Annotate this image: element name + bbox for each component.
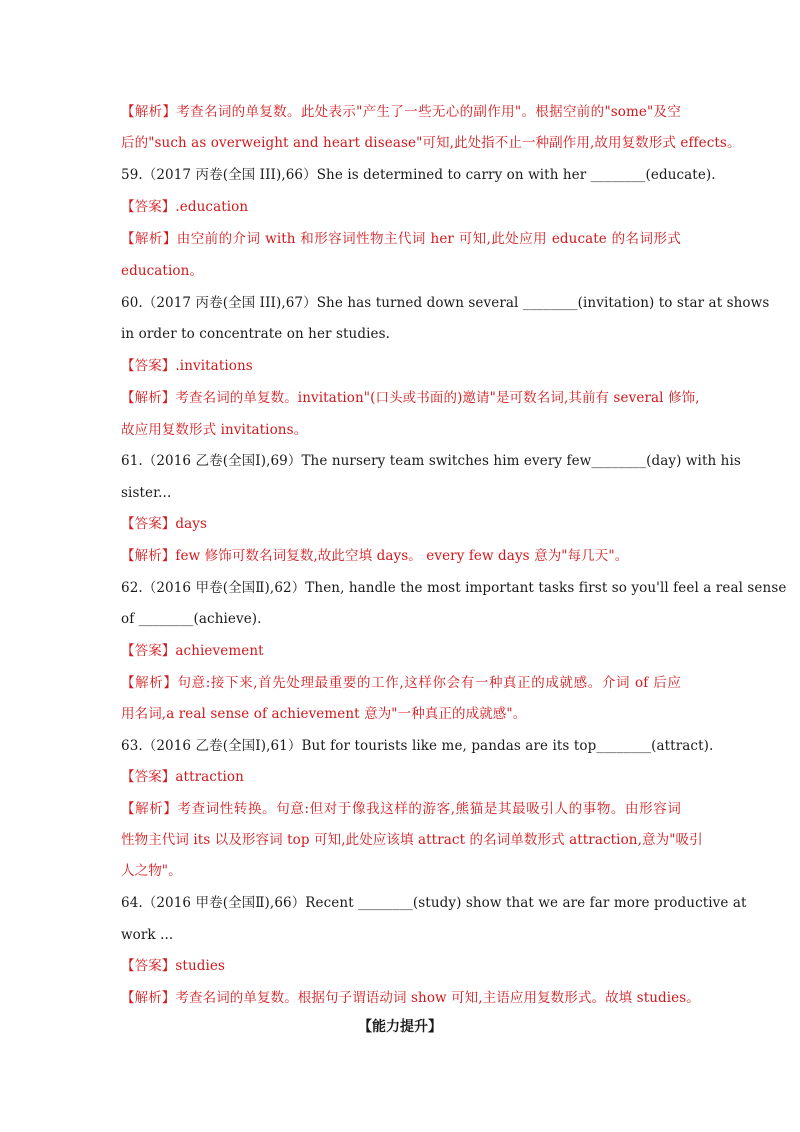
- question-60-line-1: 60.（2017 丙卷(全国 III),67）She has turned down several ________(invitation) to star at shows: [121, 295, 770, 311]
- analysis-62-line-1: 【解析】句意:接下来,首先处理最重要的工作,这样你会有一种真正的成就感。介词 of 后应: [121, 675, 681, 691]
- answer-63: 【答案】attraction: [121, 769, 244, 785]
- question-60-line-2: in order to concentrate on her studies.: [121, 326, 391, 342]
- question-59: 59.（2017 丙卷(全国 III),66）She is determined to carry on with her ________(educate).: [121, 167, 716, 183]
- question-62-line-1: 62.（2016 甲卷(全国Ⅱ),62）Then, handle the most important tasks first so you'll feel a real sense: [121, 580, 787, 596]
- answer-61: 【答案】days: [121, 516, 208, 532]
- analysis-58-line-1: 【解析】考查名词的单复数。此处表示"产生了一些无心的副作用"。根据空前的"some"及空: [121, 104, 681, 120]
- question-63: 63.（2016 乙卷(全国Ⅰ),61）But for tourists like me, pandas are its top________(attract).: [121, 738, 714, 754]
- analysis-62-line-2: 用名词,a real sense of achievement 意为"一种真正的成就感"。: [121, 706, 527, 722]
- question-62-line-2: of ________(achieve).: [121, 611, 262, 627]
- analysis-63-line-3: 人之物"。: [121, 863, 182, 879]
- answer-60: 【答案】.invitations: [121, 358, 253, 374]
- analysis-64: 【解析】考查名词的单复数。根据句子谓语动词 show 可知,主语应用复数形式。故填 studies。: [121, 990, 700, 1006]
- question-61-line-1: 61.（2016 乙卷(全国Ⅰ),69）The nursery team switches him every few________(day) with his: [121, 453, 741, 469]
- analysis-60-line-1: 【解析】考查名词的单复数。invitation"(口头或书面的)邀请"是可数名词,其前有 several 修饰,: [121, 390, 700, 406]
- analysis-58-line-2: 后的"such as overweight and heart disease"可知,此处指不止一种副作用,故用复数形式 effects。: [121, 135, 741, 151]
- analysis-63-line-1: 【解析】考查词性转换。句意:但对于像我这样的游客,熊猫是其最吸引人的事物。由形容词: [121, 801, 681, 817]
- section-heading-ability-improvement: 【能力提升】: [358, 1019, 442, 1035]
- answer-64: 【答案】studies: [121, 958, 226, 974]
- analysis-59-line-2: education。: [121, 263, 203, 279]
- analysis-59-line-1: 【解析】由空前的介词 with 和形容词性物主代词 her 可知,此处应用 educate 的名词形式: [121, 231, 681, 247]
- question-64-line-2: work ...: [121, 927, 174, 943]
- question-64-line-1: 64.（2016 甲卷(全国Ⅱ),66）Recent ________(study) show that we are far more productive at: [121, 895, 747, 911]
- analysis-63-line-2: 性物主代词 its 以及形容词 top 可知,此处应该填 attract 的名词单数形式 attraction,意为"吸引: [121, 832, 703, 848]
- analysis-60-line-2: 故应用复数形式 invitations。: [121, 422, 308, 438]
- analysis-61: 【解析】few 修饰可数名词复数,故此空填 days。 every few days 意为"每几天"。: [121, 548, 629, 564]
- answer-59: 【答案】.education: [121, 199, 249, 215]
- answer-62: 【答案】achievement: [121, 643, 264, 659]
- question-61-line-2: sister...: [121, 485, 172, 501]
